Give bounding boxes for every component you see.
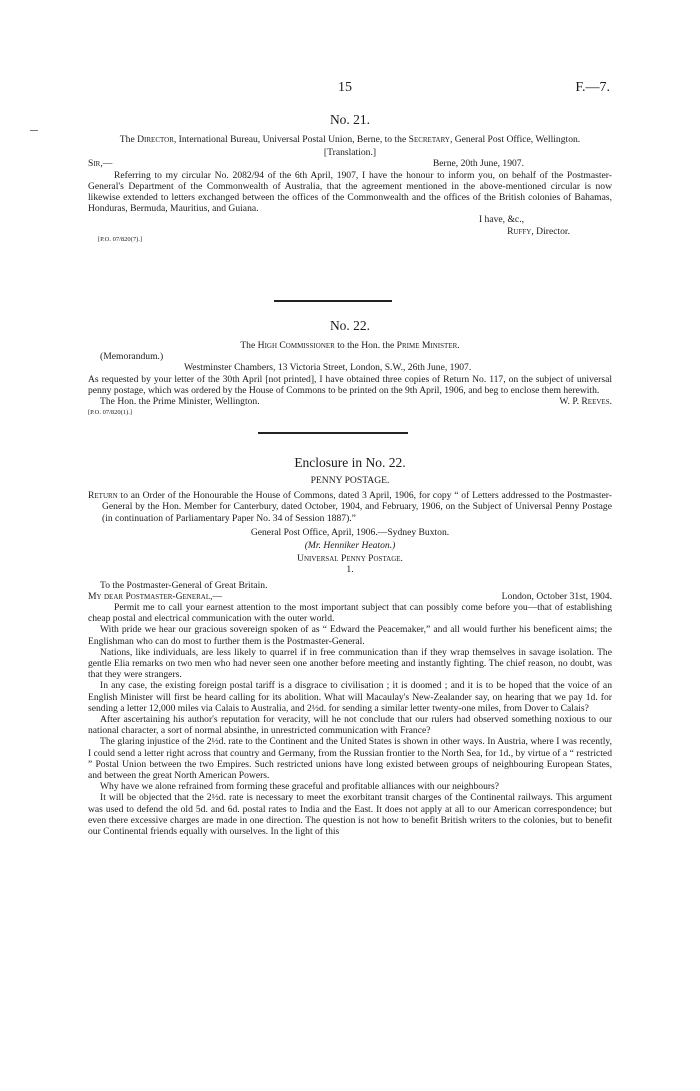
section-no21 [88, 112, 612, 245]
enclosure-salutation-row [88, 591, 612, 602]
enclosure-paragraph: After ascertaining his author's reputation for veracity, will he not conclude that our rulers had observed something noxious to our national character, a sort of normal absinthe, in unrestricted communication with France? [88, 714, 612, 737]
no21-signature: Ruffy, Director. [507, 225, 570, 237]
no22-memo: (Memorandum.) [100, 351, 164, 363]
document-reference: F.—7. [575, 80, 610, 95]
no21-close: I have, &c., [478, 214, 524, 226]
enclosure-paragraph: In any case, the existing foreign postal tariff is a disgrace to civilisation ; it is doomed ; and it is to be hoped that the voice of an English Minister will first be heard calling for its abolition. What will Macaulay's New-Zealander say, on hearing that we pay 1d. for sending a letter 12,000 miles via Calais to Australia, and 2½d. for sending a similar letter twenty-one miles, from Dover to Calais? [88, 680, 612, 714]
enclosure-gpo-line: General Post Office, April, 1906.—Sydney Buxton. [250, 526, 450, 538]
enclosure-paragraph: Why have we alone refrained from forming these graceful and profitable alliances with our neighbours? [100, 781, 500, 793]
no21-place-date: Berne, 20th June, 1907. [432, 158, 524, 170]
no22-body: As requested by your letter of the 30th April [not printed], I have obtained three copies of Return No. 117, on the subject of universal penny postage, which was ordered by the House of Commons to be printed on the 9th April, 1906, and beg to enclose them herewith. [88, 373, 612, 396]
enclosure-salutation: My dear Postmaster-General,— [88, 590, 223, 602]
no21-salutation: Sir,— [88, 158, 113, 170]
no22-addressee: The Hon. the Prime Minister, Wellington. [100, 396, 260, 408]
no21-address: The Director, International Bureau, Universal Postal Union, Berne, to the Secretary, General Post Office, Wellington. [119, 134, 581, 145]
margin-mark [30, 130, 38, 131]
enclosure-place-date: London, October 31st, 1904. [501, 590, 612, 602]
enclosure-author: (Mr. Henniker Heaton.) [304, 540, 396, 552]
enclosure-to-line: To the Postmaster-General of Great Britain. [100, 579, 268, 591]
no21-salutation-row [88, 158, 612, 169]
no21-translation: [Translation.] [323, 147, 377, 159]
no21-file-ref: [P.O. 07/820(7).] [98, 235, 143, 243]
no22-heading: No. 22. [329, 318, 371, 333]
no21-heading: No. 21. [329, 112, 371, 127]
divider-rule-2 [258, 432, 408, 434]
enclosure-subheading: PENNY POSTAGE. [310, 475, 390, 486]
enclosure-paragraph: With pride we hear our gracious sovereign spoken of as “ Edward the Peacemaker,” and all would further his beneficent aims; the Englishman who can do most to further them is the Postmaster-General. [88, 624, 612, 647]
section-enclosure [88, 455, 612, 837]
no22-closing-row [88, 396, 612, 407]
enclosure-paragraph: It will be objected that the 2½d. rate is necessary to meet the exorbitant transit charges of the Continental railways. This argument was used to defend the old 5d. and 6d. postal rates to India and the East. It does not apply at all to our American correspondence; but even there excessive charges are made in one direction. The question is not how to benefit British writers to the colonies, but to benefit our Continental friends equally with ourselves. In the light of this [88, 792, 612, 838]
divider-rule [274, 300, 392, 302]
no22-address: The High Commissioner to the Hon. the Prime Minister. [240, 340, 460, 351]
no22-file-ref: [P.O. 07/820(1).] [88, 409, 133, 417]
section-no22 [88, 318, 612, 418]
page-header [0, 80, 700, 98]
no22-place-date: Westminster Chambers, 13 Victoria Street, London, S.W., 26th June, 1907. [184, 362, 472, 374]
enclosure-return: Return to an Order of the Honourable the House of Commons, dated 3 April, 1906, for copy “ of Letters addressed to the Postmaster-General by the Hon. Member for Canterbury, dated October, 1904, and February, 1906, on the Subject of Universal Penny Postage (in continuation of Parliamentary Paper No. 34 of Session 1887).” [88, 490, 612, 524]
page-number: 15 [338, 80, 352, 95]
no21-body: Referring to my circular No. 2082/94 of the 6th April, 1907, I have the honour to inform you, on behalf of the Postmaster-General's Department of the Commonwealth of Australia, that the agreement mentioned in the above-mentioned circular is now likewise extended to letters exchanged between the offices of the Commonwealth and the offices of the British colonies of Bahamas, Honduras, Bermuda, Mauritius, and Guiana. [88, 169, 612, 215]
enclosure-paragraph: The glaring injustice of the 2½d. rate to the Continent and the United States is shown in other ways. In Austria, where I was recently, I could send a letter right across that country and Germany, from the Russian frontier to the North Sea, for 1d., by virtue of a “ restricted ” Postal Union between the two Empires. Such restricted unions have long existed between groups of neighbouring European States, and between the great North American Powers. [88, 736, 612, 782]
enclosure-paragraph: Nations, like individuals, are less likely to quarrel if in free communication than if they wrap themselves in savage isolation. The gentle Elia remarks on two men who had never seen one another before meeting and instantly fighting. The chief reason, no doubt, was that they were strangers. [88, 646, 612, 681]
enclosure-title: Universal Penny Postage. [297, 553, 403, 565]
enclosure-section-no: 1. [346, 564, 354, 576]
enclosure-heading: Enclosure in No. 22. [294, 455, 406, 470]
no22-signature: W. P. Reeves. [559, 396, 612, 408]
enclosure-paragraph: Permit me to call your earnest attention to the most important subject that can possibly come before you—that of establishing cheap postal and electrical communication with the outer world. [88, 602, 612, 625]
